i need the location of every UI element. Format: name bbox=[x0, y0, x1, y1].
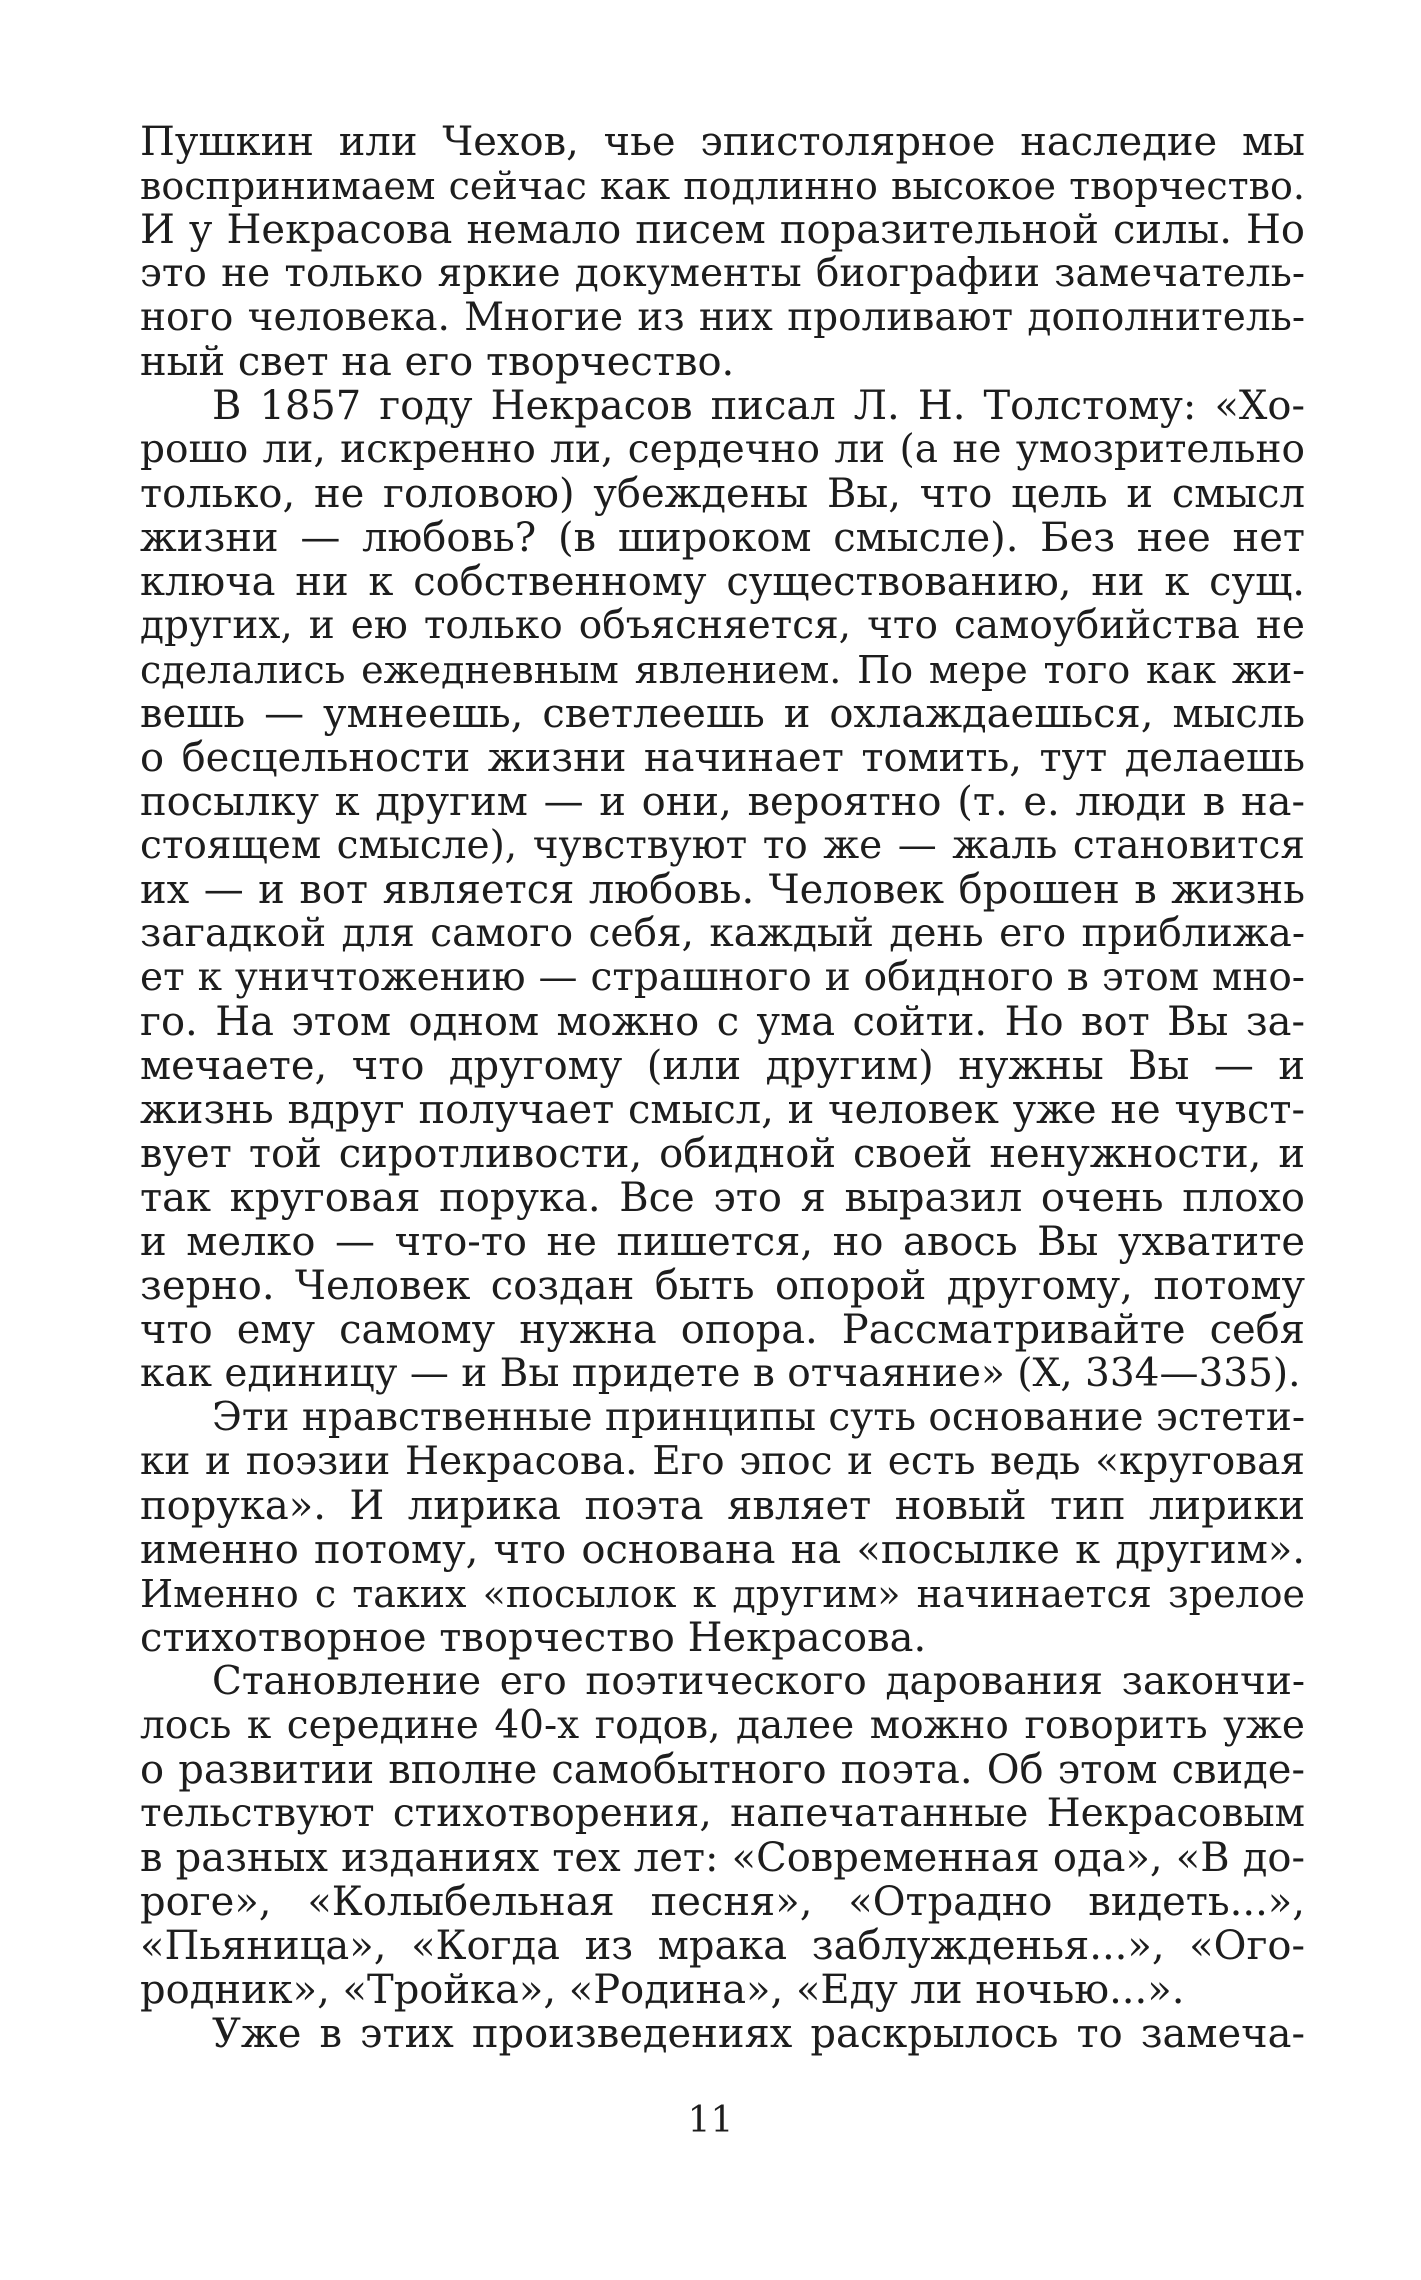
text-line: «Пьяница», «Когда из мрака заблужденья...», «Ого- bbox=[140, 1924, 1305, 1968]
text-line: так круговая порука. Все это я выразил очень плохо bbox=[140, 1176, 1305, 1220]
text-line: их — и вот является любовь. Человек брошен в жизнь bbox=[140, 868, 1305, 912]
text-line: что ему самому нужна опора. Рассматривайте себя bbox=[140, 1308, 1305, 1352]
text-line: рошо ли, искренно ли, сердечно ли (а не умозрительно bbox=[140, 428, 1305, 472]
text-line: как единицу — и Вы придете в отчаяние» (X, 334—335). bbox=[140, 1352, 1301, 1396]
text-line: стоящем смысле), чувствуют то же — жаль становится bbox=[140, 824, 1305, 868]
text-line: родник», «Тройка», «Родина», «Еду ли ночью...». bbox=[140, 1968, 1185, 2012]
text-line: ки и поэзии Некрасова. Его эпос и есть ведь «круговая bbox=[140, 1440, 1305, 1484]
body-text bbox=[140, 120, 1305, 2056]
text-line: сделались ежедневным явлением. По мере того как жи- bbox=[140, 648, 1305, 692]
text-line: ключа ни к собственному существованию, ни к сущ. bbox=[140, 560, 1305, 604]
text-line: Эти нравственные принципы суть основание эстети- bbox=[212, 1396, 1305, 1440]
text-line: загадкой для самого себя, каждый день его приближа- bbox=[140, 912, 1305, 956]
text-line: и мелко — что-то не пишется, но авось Вы ухватите bbox=[140, 1220, 1305, 1264]
text-line: порука». И лирика поэта являет новый тип лирики bbox=[140, 1484, 1305, 1528]
text-line: жизни — любовь? (в широком смысле). Без нее нет bbox=[140, 516, 1305, 560]
text-line: жизнь вдруг получает смысл, и человек уже не чувст- bbox=[140, 1088, 1305, 1132]
text-line: посылку к другим — и они, вероятно (т. е. люди в на- bbox=[140, 780, 1305, 824]
text-line: Становление его поэтического дарования закончи- bbox=[212, 1660, 1305, 1704]
text-line: Уже в этих произведениях раскрылось то замеча- bbox=[212, 2012, 1305, 2056]
text-line: в разных изданиях тех лет: «Современная ода», «В до- bbox=[140, 1836, 1305, 1880]
text-line: о бесцельности жизни начинает томить, тут делаешь bbox=[140, 736, 1305, 780]
text-line: ного человека. Многие из них проливают дополнитель- bbox=[140, 296, 1305, 340]
text-line: И у Некрасова немало писем поразительной силы. Но bbox=[140, 208, 1305, 252]
text-line: это не только яркие документы биографии замечатель- bbox=[140, 252, 1305, 296]
text-line: Именно с таких «посылок к другим» начинается зрелое bbox=[140, 1572, 1305, 1616]
text-line: только, не головою) убеждены Вы, что цель и смысл bbox=[140, 472, 1305, 516]
page-number: 11 bbox=[687, 2100, 734, 2141]
text-line: других, и ею только объясняется, что самоубийства не bbox=[140, 604, 1305, 648]
text-line: зерно. Человек создан быть опорой другому, потому bbox=[140, 1264, 1305, 1308]
text-line: тельствуют стихотворения, напечатанные Некрасовым bbox=[140, 1792, 1305, 1836]
text-line: вешь — умнеешь, светлеешь и охлаждаешься, мысль bbox=[140, 692, 1305, 736]
text-line: именно потому, что основана на «посылке к другим». bbox=[140, 1528, 1305, 1572]
text-line: Пушкин или Чехов, чье эпистолярное наследие мы bbox=[140, 120, 1305, 164]
text-line: лось к середине 40-х годов, далее можно говорить уже bbox=[140, 1704, 1305, 1748]
text-line: ет к уничтожению — страшного и обидного в этом мно- bbox=[140, 956, 1305, 1000]
text-line: ный свет на его творчество. bbox=[140, 340, 735, 384]
text-line: го. На этом одном можно с ума сойти. Но вот Вы за- bbox=[140, 1000, 1305, 1044]
text-line: стихотворное творчество Некрасова. bbox=[140, 1616, 927, 1660]
text-line: о развитии вполне самобытного поэта. Об этом свиде- bbox=[140, 1748, 1305, 1792]
text-line: В 1857 году Некрасов писал Л. Н. Толстому: «Хо- bbox=[212, 384, 1305, 428]
text-line: вует той сиротливости, обидной своей ненужности, и bbox=[140, 1132, 1305, 1176]
text-line: роге», «Колыбельная песня», «Отрадно видеть...», bbox=[140, 1880, 1305, 1924]
text-line: воспринимаем сейчас как подлинно высокое творчество. bbox=[140, 164, 1305, 208]
text-line: мечаете, что другому (или другим) нужны Вы — и bbox=[140, 1044, 1305, 1088]
